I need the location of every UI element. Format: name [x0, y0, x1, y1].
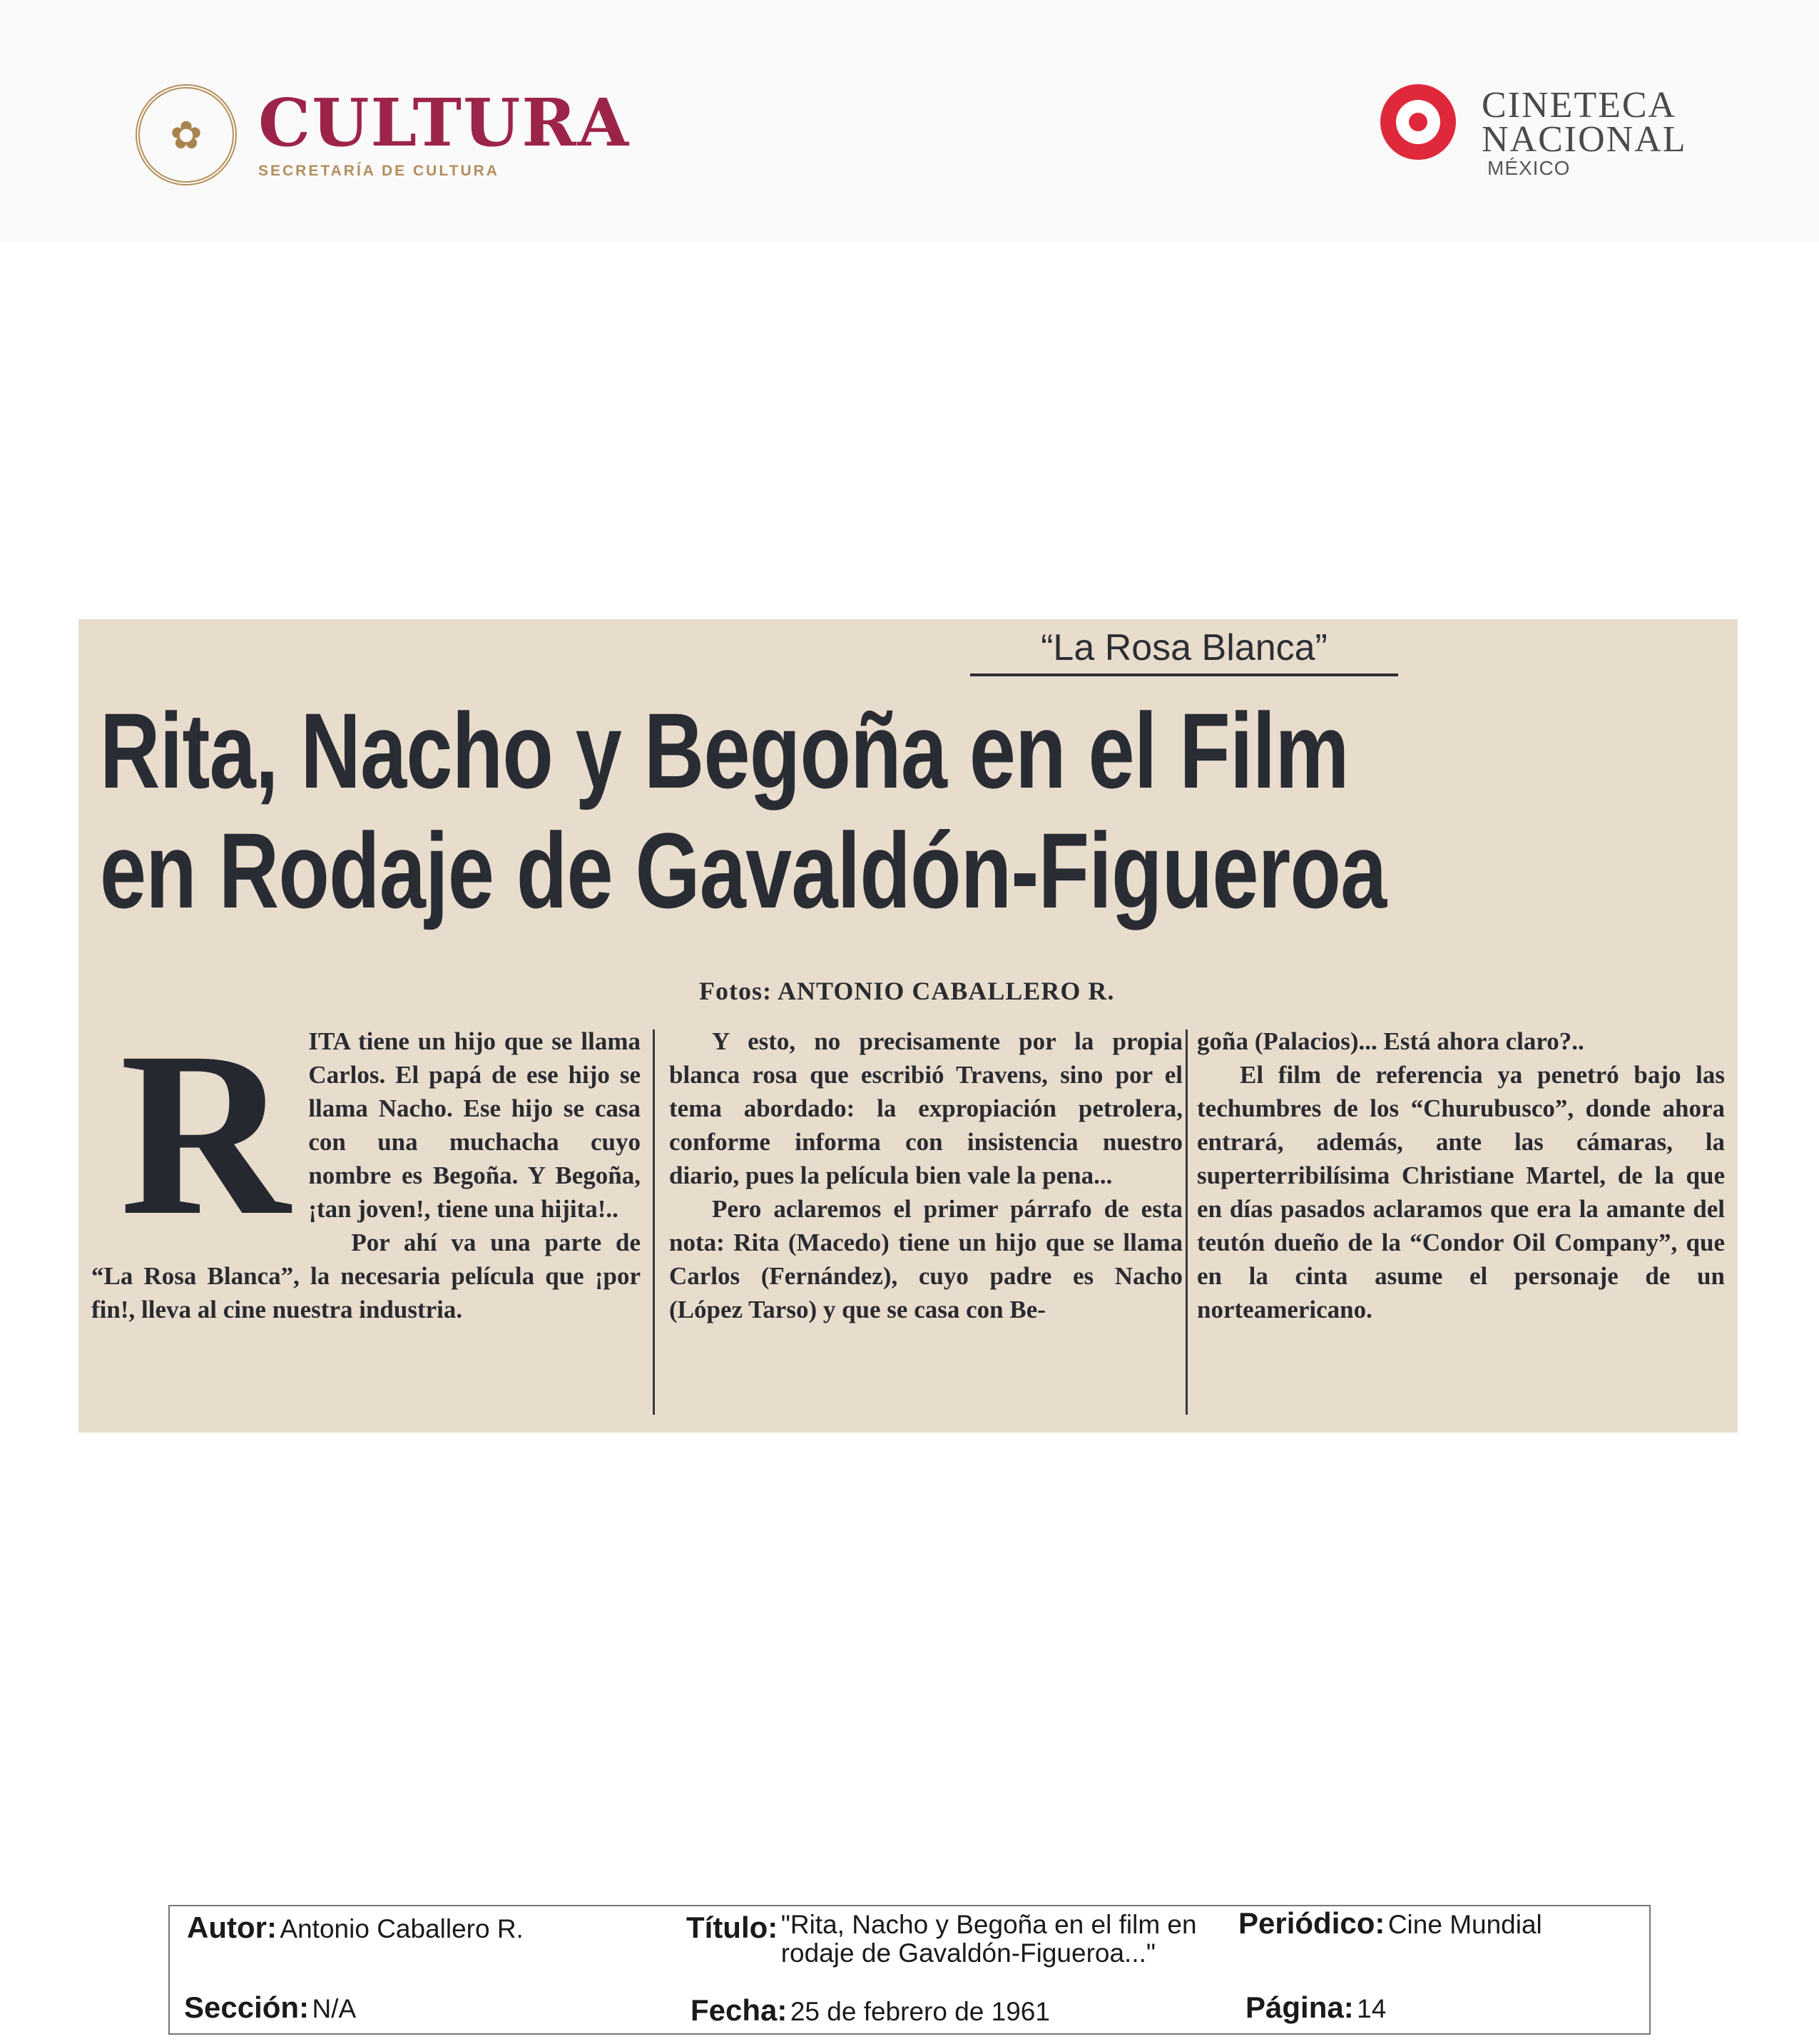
titulo-label: Título:: [686, 1911, 778, 1944]
headline-line-1: Rita, Nacho y Begoña en el Film: [100, 691, 1349, 810]
record-info-box: [168, 1905, 1651, 2035]
article-column-2: [669, 1024, 1183, 1326]
article-headline: [100, 691, 1702, 930]
seccion-label: Sección:: [184, 1990, 310, 2024]
pagina-value: 14: [1357, 1994, 1387, 2023]
seccion-value: N/A: [312, 1994, 357, 2023]
autor-field: [187, 1911, 524, 1945]
article-column-1: [91, 1004, 641, 1326]
titulo-value-line-1: "Rita, Nacho y Begoña en el film en: [780, 1910, 1197, 1939]
film-reel-icon: [1380, 84, 1456, 160]
cultura-logo: [136, 84, 630, 185]
cineteca-line3: MÉXICO: [1487, 156, 1571, 179]
paragraph: ITA tiene un hijo que se llama Carlos. El papá de ese hijo se llama Nacho. Ese hijo se casa con una muchacha cuyo nombre es Begoña. Y Begoña, ¡tan joven!, tiene una hijita!..: [308, 1027, 641, 1223]
cultura-title: CULTURA: [258, 84, 631, 161]
cultura-subtitle: SECRETARÍA DE CULTURA: [258, 163, 499, 179]
fecha-label: Fecha:: [691, 1993, 788, 2027]
headline-line-2: en Rodaje de Gavaldón-Figueroa: [100, 810, 1387, 930]
pagina-field: [1245, 1990, 1386, 2025]
paragraph: Pero aclaremos el primer párrafo de esta nota: Rita (Macedo) tiene un hijo que se llama Carlos (Fernández), cuyo padre es Nacho (López Tarso) y que se casa con Be-: [669, 1195, 1183, 1323]
periodico-label: Periódico:: [1238, 1906, 1385, 1940]
cineteca-line1: CINETECA: [1482, 85, 1677, 126]
titulo-field: [686, 1911, 1197, 1968]
article-column-3: [1197, 1024, 1725, 1326]
paragraph: Por ahí va una parte de “La Rosa Blanca”, la necesaria película que ¡por fin!, lleva al cine nuestra industria.: [91, 1229, 641, 1323]
paragraph: Y esto, no precisamente por la propia blanca rosa que escribió Travens, sino por el tema abordado: la expropiación petrolera, conforme informa con insistencia nuestro diario, pues la película bien vale la pena...: [669, 1027, 1183, 1189]
periodico-value: Cine Mundial: [1387, 1910, 1542, 1939]
drop-cap: R: [120, 1004, 290, 1264]
fecha-value: 25 de febrero de 1961: [790, 1997, 1050, 2026]
cineteca-logo: [1380, 84, 1687, 180]
autor-label: Autor:: [187, 1911, 277, 1944]
periodico-field: [1238, 1906, 1542, 1941]
pagina-label: Página:: [1245, 1990, 1354, 2024]
cineteca-line2: NACIONAL: [1482, 118, 1687, 160]
fecha-field: [691, 1993, 1050, 2028]
paragraph: El film de referencia ya penetró bajo las techumbres de los “Churubusco”, donde ahora entrará, además, ante las cámaras, la superterribilísima Christiane Martel, de la que en días pasados aclaramos que era la amante del teutón dueño de la “Condor Oil Company”, que en la cinta asume el personaje de un norteamericano.: [1197, 1061, 1725, 1323]
mexico-seal-icon: ✿: [136, 84, 237, 185]
header-band: [0, 0, 1819, 243]
newspaper-clipping: [78, 619, 1738, 1433]
titulo-value-line-2: rodaje de Gavaldón-Figueroa...": [780, 1938, 1156, 1968]
seccion-field: [184, 1990, 356, 2025]
autor-value: Antonio Caballero R.: [280, 1914, 524, 1943]
column-divider: [653, 1029, 655, 1415]
paragraph: goña (Palacios)... Está ahora claro?..: [1197, 1027, 1584, 1055]
article-kicker: “La Rosa Blanca”: [970, 626, 1398, 676]
column-divider: [1186, 1029, 1188, 1415]
photo-credit: Fotos: ANTONIO CABALLERO R.: [699, 977, 1115, 1005]
